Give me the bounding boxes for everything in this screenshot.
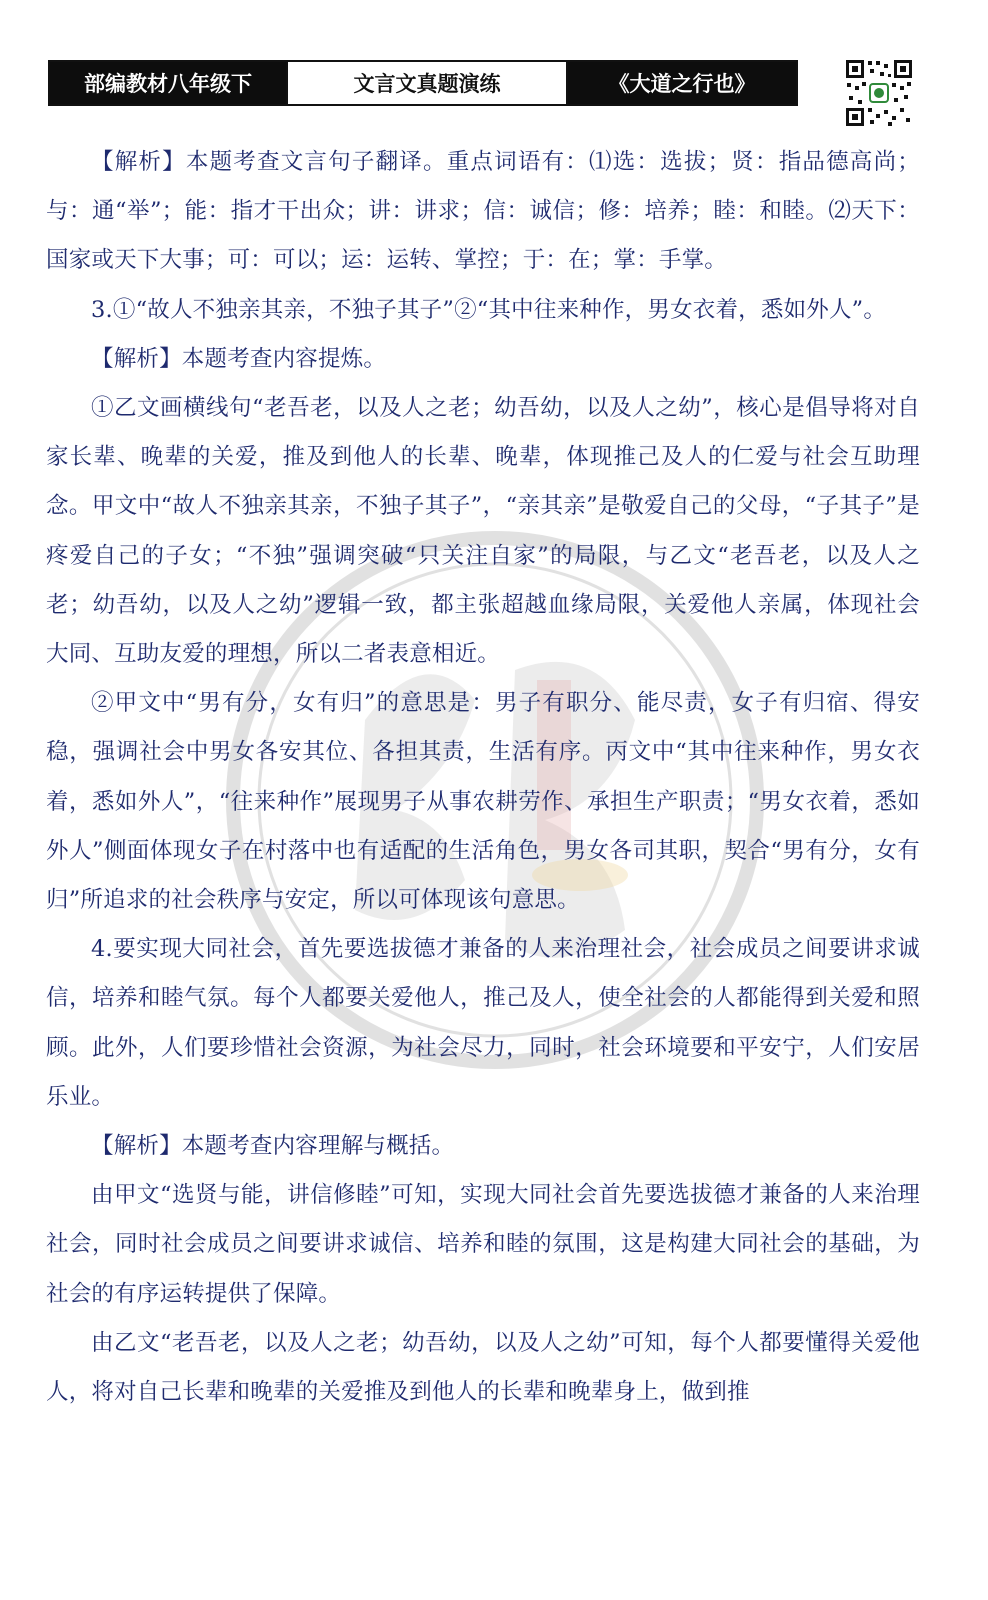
header-topic-label: 文言文真题演练 [286,62,568,104]
paragraph: 【解析】本题考查内容理解与概括。 [91,1133,455,1160]
header-title-label: 《大道之行也》 [568,62,796,104]
paragraph: 【解析】本题考查内容提炼。 [91,345,387,372]
page-header [48,60,798,106]
paragraph: ①乙文画横线句“老吾老，以及人之老；幼吾幼，以及人之幼”，核心是倡导将对自家长辈、晚辈的关爱，推及到他人的长辈、晚辈，体现推己及人的仁爱与社会互助理念。甲文中“故人不独亲其亲，不独子其子”，“亲其亲”是敬爱自己的父母，“子其子”是疼爱自己的子女；“不独”强调突破“只关注自家”的局限，与乙文“老吾老，以及人之老；幼吾幼，以及人之幼”逻辑一致，都主张超越血缘局限，关爱他人亲属，体现社会大同、互助友爱的理想，所以二者表意相近。 [46,395,920,668]
paragraph: 3.①“故人不独亲其亲，不独子其子”②“其中往来种作，男女衣着，悉如外人”。 [91,296,887,323]
paragraph: 由乙文“老吾老，以及人之老；幼吾幼，以及人之幼”可知，每个人都要懂得关爱他人，将对自己长辈和晚辈的关爱推及到他人的长辈和晚辈身上，做到推 [46,1329,920,1406]
paragraph: ②甲文中“男有分，女有归”的意思是：男子有职分、能尽责，女子有归宿、得安稳，强调社会中男女各安其位、各担其责，生活有序。丙文中“其中往来种作，男女衣着，悉如外人”，“往来种作”展现男子从事农耕劳作、承担生产职责；“男女衣着，悉如外人”侧面体现女子在村落中也有适配的生活角色，男女各司其职，契合“男有分，女有归”所追求的社会秩序与安定，所以可体现该句意思。 [46,690,920,914]
answer-content [46,138,920,1417]
header-grade-label: 部编教材八年级下 [50,62,286,104]
paragraph: 【解析】本题考查文言句子翻译。重点词语有：⑴选：选拔；贤：指品德高尚；与：通“举”；能：指才干出众；讲：讲求；信：诚信；修：培养；睦：和睦。⑵天下：国家或天下大事；可：可以；运：运转、掌控；于：在；掌：手掌。 [46,149,920,274]
paragraph: 由甲文“选贤与能，讲信修睦”可知，实现大同社会首先要选拔德才兼备的人来治理社会，同时社会成员之间要讲求诚信、培养和睦的氛围，这是构建大同社会的基础，为社会的有序运转提供了保障。 [46,1182,920,1307]
paragraph: 4.要实现大同社会，首先要选拔德才兼备的人来治理社会，社会成员之间要讲求诚信，培养和睦气氛。每个人都要关爱他人，推己及人，使全社会的人都能得到关爱和照顾。此外，人们要珍惜社会资源，为社会尽力，同时，社会环境要和平安宁，人们安居乐业。 [46,936,920,1110]
qr-code-icon [844,58,914,128]
